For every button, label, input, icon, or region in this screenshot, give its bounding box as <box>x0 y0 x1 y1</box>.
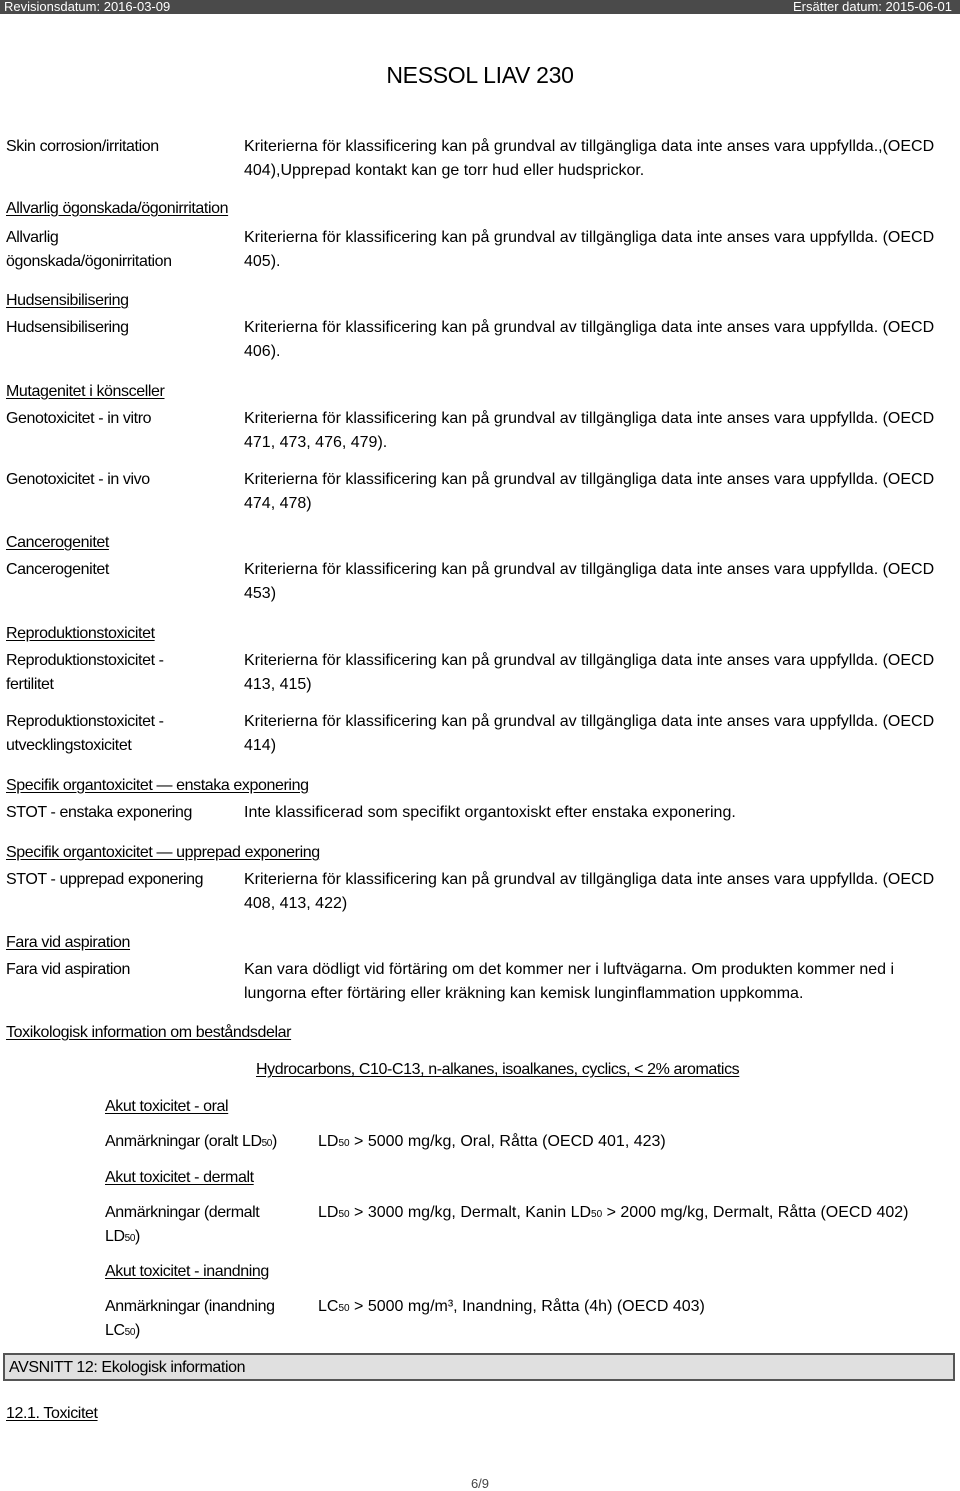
carcinogenicity-label: Cancerogenitet <box>6 561 109 578</box>
sensitisation-value: Kriterierna för klassificering kan på grundval av tillgängliga data inte anses vara uppfyllda. (OECD 406). <box>244 319 935 360</box>
repro-fertility-value: Kriterierna för klassificering kan på grundval av tillgängliga data inte anses vara uppfyllda. (OECD 413, 415) <box>244 652 935 693</box>
eye-damage-label-line2: ögonskada/ögonirritation <box>6 253 172 270</box>
sensitisation-heading: Hudsensibilisering <box>6 292 129 309</box>
page-number: 6/9 <box>470 1476 490 1491</box>
toxicity-subheading: 12.1. Toxicitet <box>6 1405 98 1422</box>
stot-single-label: STOT - enstaka exponering <box>6 804 192 821</box>
stot-repeated-value: Kriterierna för klassificering kan på grundval av tillgängliga data inte anses vara uppfyllda. (OECD 408, 413, 422) <box>244 871 935 912</box>
repro-fertility-label-line2: fertilitet <box>6 676 54 693</box>
section-12-title: AVSNITT 12: Ekologisk information <box>9 1359 246 1376</box>
stot-repeated-heading: Specifik organtoxicitet — upprepad exponering <box>6 844 320 861</box>
oral-ld50-value: LD50 > 5000 mg/kg, Oral, Råtta (OECD 401, 423) <box>318 1133 666 1150</box>
document-title: NESSOL LIAV 230 <box>386 62 574 88</box>
stot-repeated-label: STOT - upprepad exponering <box>6 871 204 888</box>
repro-development-label-line1: Reproduktionstoxicitet - <box>6 713 164 730</box>
acute-oral-heading: Akut toxicitet - oral <box>105 1098 229 1115</box>
stot-single-value: Inte klassificerad som specifikt organtoxiskt efter enstaka exponering. <box>244 804 736 821</box>
repro-tox-heading: Reproduktionstoxicitet <box>6 625 155 642</box>
genotox-vitro-label: Genotoxicitet - in vitro <box>6 410 152 427</box>
repro-fertility-label-line1: Reproduktionstoxicitet - <box>6 652 164 669</box>
eye-damage-value: Kriterierna för klassificering kan på grundval av tillgängliga data inte anses vara uppfyllda. (OECD 405). <box>244 229 935 270</box>
skin-corrosion-value: Kriterierna för klassificering kan på grundval av tillgängliga data inte anses vara uppfyllda.,(OECD 404),Upprepad kontakt kan ge torr hud eller hudsprickor. <box>244 138 935 179</box>
carcinogenicity-value: Kriterierna för klassificering kan på grundval av tillgängliga data inte anses vara uppfyllda. (OECD 453) <box>244 561 935 602</box>
inhalation-lc50-value: LC50 > 5000 mg/m³, Inandning, Råtta (4h) (OECD 403) <box>318 1298 705 1315</box>
genotox-vivo-label: Genotoxicitet - in vivo <box>6 471 150 488</box>
component-tox-heading: Toxikologisk information om beståndsdelar <box>6 1024 292 1041</box>
oral-ld50-label: Anmärkningar (oralt LD50) <box>105 1133 277 1150</box>
carcinogenicity-heading: Cancerogenitet <box>6 534 109 551</box>
aspiration-heading: Fara vid aspiration <box>6 934 131 951</box>
repro-development-label-line2: utvecklingstoxicitet <box>6 737 132 754</box>
dermal-ld50-label-line2: LD50) <box>105 1228 140 1245</box>
sensitisation-label: Hudsensibilisering <box>6 319 129 336</box>
inhalation-lc50-label-line1: Anmärkningar (inandning <box>105 1298 275 1315</box>
eye-damage-heading: Allvarlig ögonskada/ögonirritation <box>6 200 229 217</box>
stot-single-heading: Specifik organtoxicitet — enstaka exponering <box>6 777 309 794</box>
acute-inhalation-heading: Akut toxicitet - inandning <box>105 1263 269 1280</box>
acute-dermal-heading: Akut toxicitet - dermalt <box>105 1169 254 1186</box>
revision-header-bar <box>0 0 960 14</box>
replaces-date: Ersätter datum: 2015-06-01 <box>793 0 952 14</box>
skin-corrosion-label: Skin corrosion/irritation <box>6 138 159 155</box>
genotox-vivo-value: Kriterierna för klassificering kan på grundval av tillgängliga data inte anses vara uppfyllda. (OECD 474, 478) <box>244 471 935 512</box>
genotox-vitro-value: Kriterierna för klassificering kan på grundval av tillgängliga data inte anses vara uppfyllda. (OECD 471, 473, 476, 479). <box>244 410 935 451</box>
repro-development-value: Kriterierna för klassificering kan på grundval av tillgängliga data inte anses vara uppfyllda. (OECD 414) <box>244 713 935 754</box>
revision-date: Revisionsdatum: 2016-03-09 <box>4 0 171 14</box>
eye-damage-label-line1: Allvarlig <box>6 229 59 246</box>
dermal-ld50-value: LD50 > 3000 mg/kg, Dermalt, Kanin LD50 > 2000 mg/kg, Dermalt, Råtta (OECD 402) <box>318 1204 909 1221</box>
component-name: Hydrocarbons, C10-C13, n-alkanes, isoalkanes, cyclics, < 2% aromatics <box>256 1061 740 1078</box>
aspiration-label: Fara vid aspiration <box>6 961 131 978</box>
mutagenicity-heading: Mutagenitet i könsceller <box>6 383 165 400</box>
inhalation-lc50-label-line2: LC50) <box>105 1322 140 1339</box>
section-12-header <box>3 1353 955 1381</box>
aspiration-value: Kan vara dödligt vid förtäring om det kommer ner i luftvägarna. Om produkten kommer ned i lungorna efter förtäring eller kräkning kan kemisk lunginflammation uppkomma. <box>244 961 895 1002</box>
dermal-ld50-label-line1: Anmärkningar (dermalt <box>105 1204 260 1221</box>
